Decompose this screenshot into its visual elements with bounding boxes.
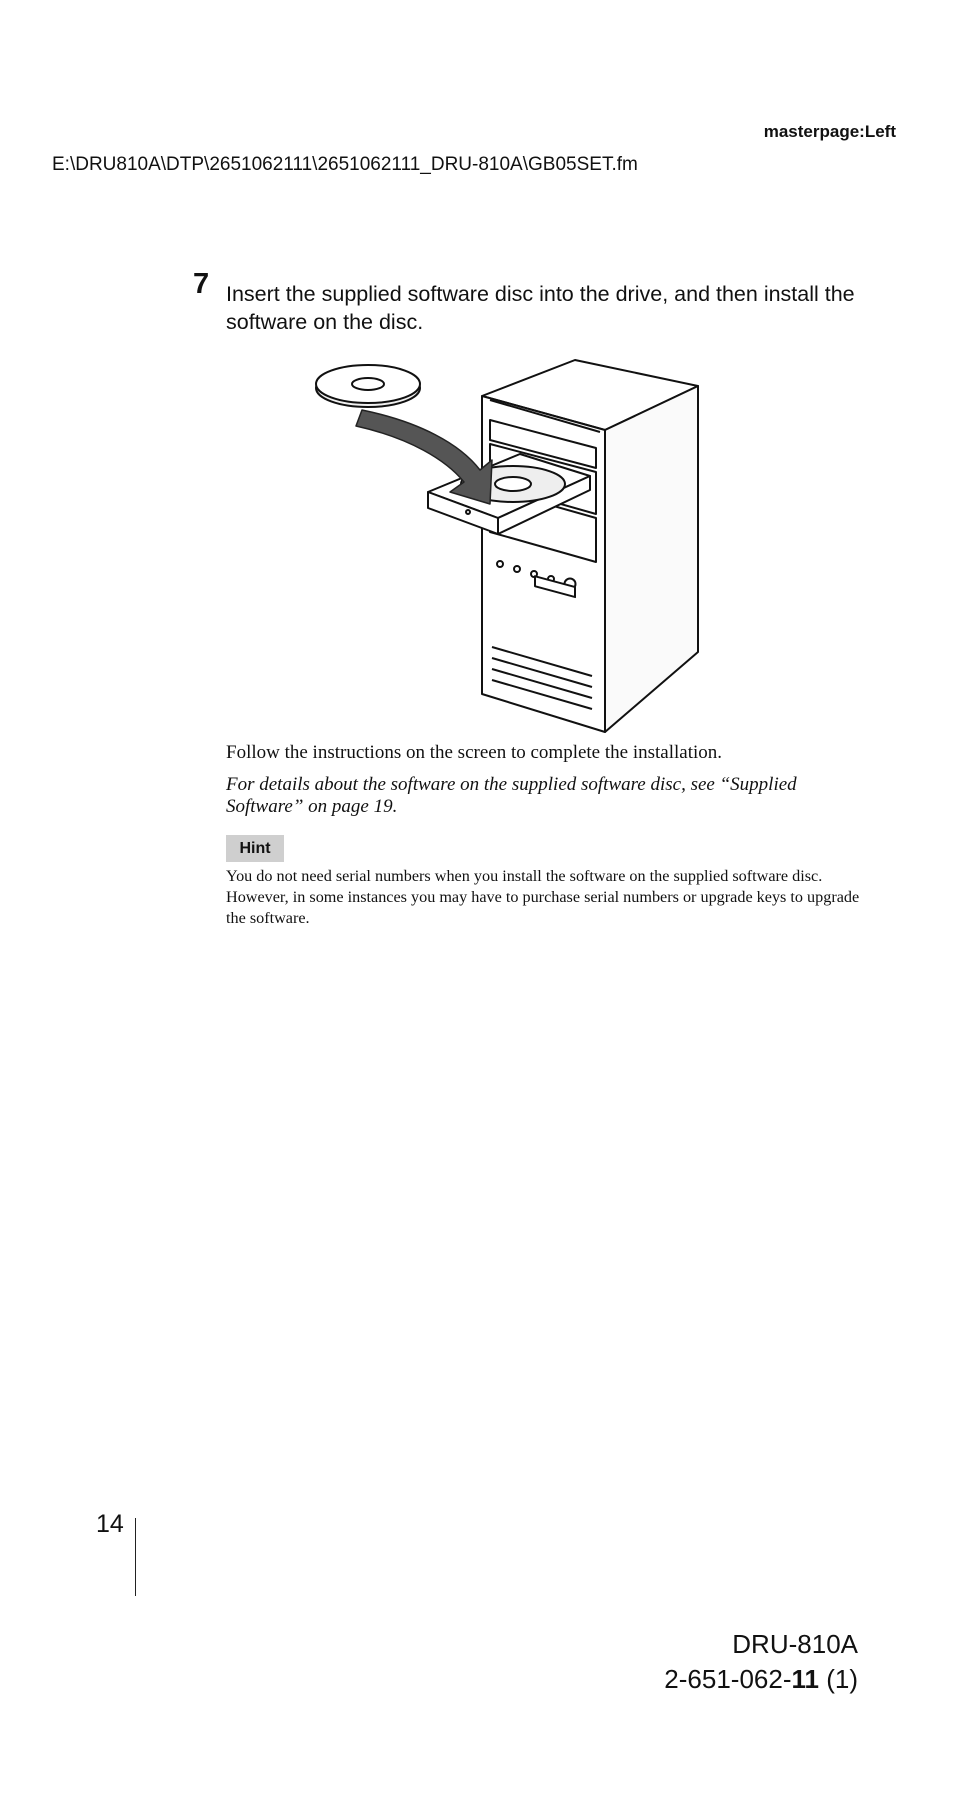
part-number-revision: 11 [791,1664,819,1694]
part-number [664,1666,858,1692]
page-number: 14 [96,1510,124,1538]
follow-instructions-text: Follow the instructions on the screen to complete the installation. [226,742,723,763]
details-reference-text: For details about the software on the supplied software disc, see “Supplied Software” on page 19. [226,774,797,817]
part-number-prefix: 2-651-062- [664,1664,792,1694]
step-instruction: Insert the supplied software disc into the drive, and then install the software on the disc. [226,282,855,334]
part-number-suffix: (1) [819,1664,858,1694]
disc-insertion-illustration [310,352,700,736]
insert-arrow-icon [356,410,492,504]
hint-text: You do not need serial numbers when you install the software on the supplied software disc. However, in some instances you may have to purchase serial numbers or upgrade keys to upgrade the software. [226,867,860,927]
disc-icon [316,365,420,407]
page-number-rule [135,1518,136,1596]
file-path: E:\DRU810A\DTP\2651062111\2651062111_DRU-810A\GB05SET.fm [52,154,638,175]
step-number: 7 [193,268,210,300]
model-number: DRU-810A [732,1629,858,1659]
masterpage-label: masterpage:Left [763,122,896,141]
hint-badge: Hint [226,835,284,862]
